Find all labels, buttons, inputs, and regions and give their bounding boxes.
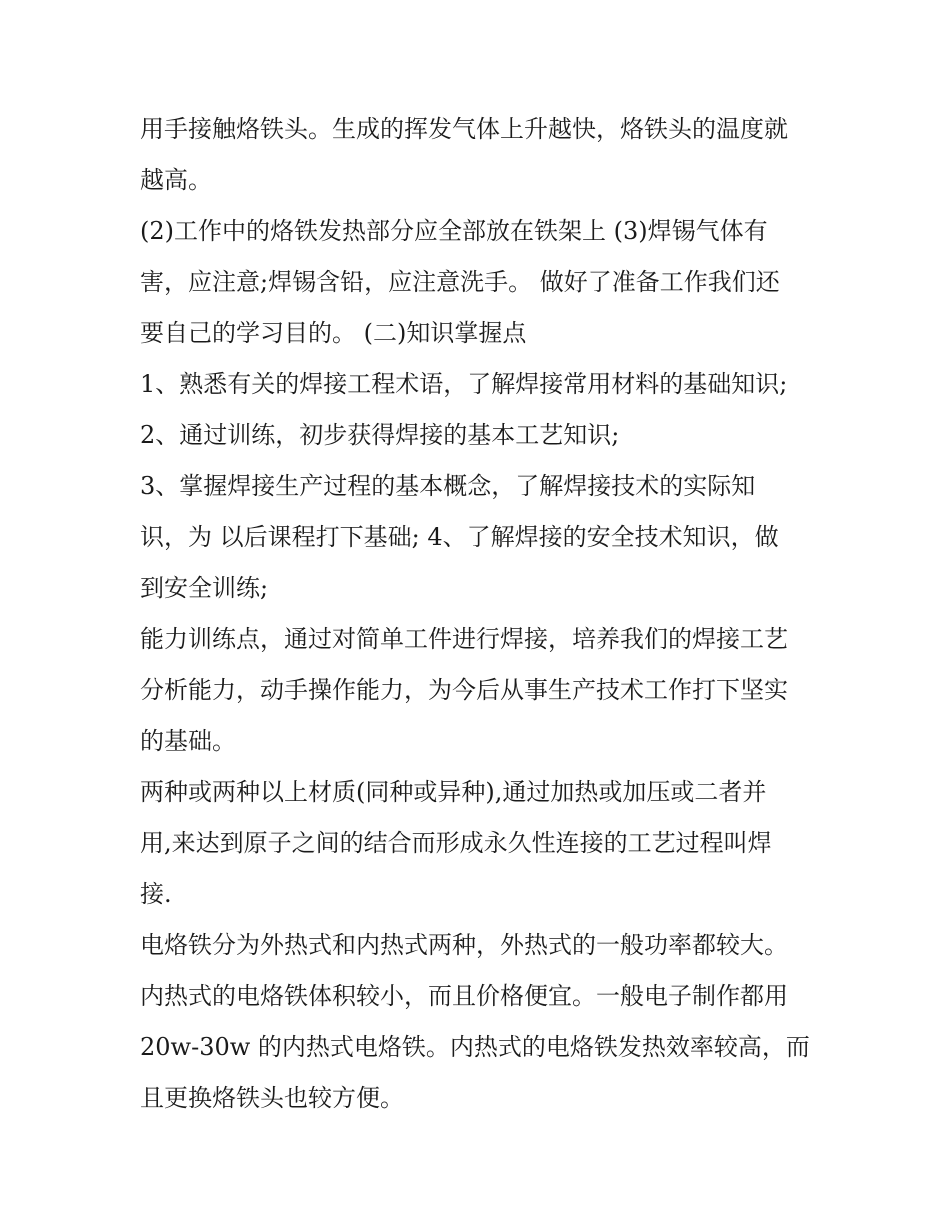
text-line: 1、熟悉有关的焊接工程术语，了解焊接常用材料的基础知识; bbox=[140, 370, 788, 398]
text-line: 20w-30w 的内热式电烙铁。内热式的电烙铁发热效率较高，而 bbox=[140, 1033, 810, 1061]
text-line: 且更换烙铁头也较方便。 bbox=[140, 1084, 404, 1112]
text-line: 要自己的学习目的。 (二)知识掌握点 bbox=[140, 319, 527, 347]
text-line: 电烙铁分为外热式和内热式两种，外热式的一般功率都较大。 bbox=[140, 931, 788, 959]
body-text bbox=[140, 104, 820, 1124]
text-line: 识，为 以后课程打下基础; 4、了解焊接的安全技术知识，做 bbox=[140, 523, 779, 551]
text-line: 分析能力，动手操作能力，为今后从事生产技术工作打下坚实 bbox=[140, 676, 788, 704]
text-line: 用手接触烙铁头。生成的挥发气体上升越快，烙铁头的温度就 bbox=[140, 115, 788, 143]
text-line: 越高。 bbox=[140, 166, 212, 194]
text-line: 用,来达到原子之间的结合而形成永久性连接的工艺过程叫焊 bbox=[140, 829, 772, 857]
text-line: 3、掌握焊接生产过程的基本概念，了解焊接技术的实际知 bbox=[140, 472, 756, 500]
text-line: 到安全训练; bbox=[140, 574, 269, 602]
text-line: 能力训练点，通过对简单工件进行焊接，培养我们的焊接工艺 bbox=[140, 625, 788, 653]
text-line: 2、通过训练，初步获得焊接的基本工艺知识; bbox=[140, 421, 620, 449]
text-line: 两种或两种以上材质(同种或异种),通过加热或加压或二者并 bbox=[140, 778, 767, 806]
text-line: 内热式的电烙铁体积较小，而且价格便宜。一般电子制作都用 bbox=[140, 982, 788, 1010]
text-line: 害，应注意;焊锡含铅，应注意洗手。 做好了准备工作我们还 bbox=[140, 268, 780, 296]
text-line: 的基础。 bbox=[140, 727, 236, 755]
text-line: 接. bbox=[140, 880, 172, 908]
text-line: (2)工作中的烙铁发热部分应全部放在铁架上 (3)焊锡气体有 bbox=[140, 217, 768, 245]
